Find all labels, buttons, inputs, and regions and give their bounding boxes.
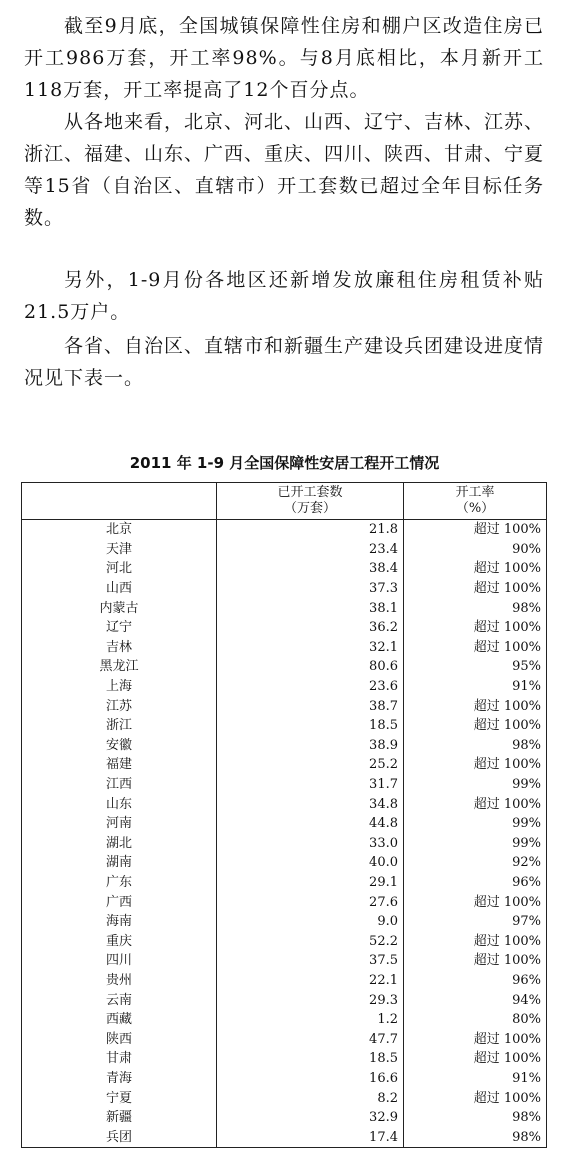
paragraph-regions-exceeding-target: 从各地来看，北京、河北、山西、辽宁、吉林、江苏、浙江、福建、山东、广西、重庆、四川、陕西、甘肃、宁夏等15省（自治区、直辖市）开工套数已超过全年目标任务数。 <box>24 111 545 229</box>
start-rate-cell: 96% <box>404 873 547 893</box>
started-units-cell: 38.1 <box>217 598 404 618</box>
start-rate-cell: 超过 100% <box>404 716 547 736</box>
header-started-units-label: 已开工套数 <box>277 485 343 500</box>
started-units-cell: 17.4 <box>217 1127 404 1147</box>
start-rate-cell: 超过 100% <box>404 794 547 814</box>
start-rate-cell: 95% <box>404 657 547 677</box>
region-cell: 贵州 <box>22 971 217 991</box>
region-cell: 湖北 <box>22 834 217 854</box>
region-cell: 北京 <box>22 520 217 540</box>
started-units-cell: 40.0 <box>217 853 404 873</box>
construction-progress-table <box>21 482 547 1148</box>
region-cell: 陕西 <box>22 1029 217 1049</box>
table-row <box>22 951 547 971</box>
table-row <box>22 892 547 912</box>
table-row <box>22 873 547 893</box>
table-row <box>22 520 547 540</box>
region-cell: 青海 <box>22 1069 217 1089</box>
region-cell: 湖南 <box>22 853 217 873</box>
region-cell: 河南 <box>22 814 217 834</box>
table-row <box>22 971 547 991</box>
start-rate-cell: 超过 100% <box>404 559 547 579</box>
start-rate-cell: 超过 100% <box>404 1049 547 1069</box>
start-rate-cell: 超过 100% <box>404 892 547 912</box>
start-rate-cell: 98% <box>404 1127 547 1147</box>
region-cell: 浙江 <box>22 716 217 736</box>
started-units-cell: 29.3 <box>217 990 404 1010</box>
region-cell: 安徽 <box>22 736 217 756</box>
table-row <box>22 1108 547 1128</box>
region-cell: 江西 <box>22 775 217 795</box>
started-units-cell: 31.7 <box>217 775 404 795</box>
started-units-cell: 32.1 <box>217 638 404 658</box>
region-cell: 江苏 <box>22 696 217 716</box>
region-cell: 河北 <box>22 559 217 579</box>
start-rate-cell: 超过 100% <box>404 1088 547 1108</box>
started-units-cell: 52.2 <box>217 931 404 951</box>
table-row <box>22 1069 547 1089</box>
start-rate-cell: 99% <box>404 834 547 854</box>
started-units-cell: 32.9 <box>217 1108 404 1128</box>
started-units-cell: 21.8 <box>217 520 404 540</box>
table-row <box>22 1088 547 1108</box>
started-units-cell: 18.5 <box>217 1049 404 1069</box>
start-rate-cell: 超过 100% <box>404 1029 547 1049</box>
region-cell: 黑龙江 <box>22 657 217 677</box>
region-cell: 新疆 <box>22 1108 217 1128</box>
start-rate-cell: 91% <box>404 1069 547 1089</box>
table-row <box>22 931 547 951</box>
table-row <box>22 579 547 599</box>
started-units-cell: 22.1 <box>217 971 404 991</box>
start-rate-cell: 超过 100% <box>404 931 547 951</box>
start-rate-cell: 90% <box>404 540 547 560</box>
table-header-row <box>22 483 547 520</box>
started-units-cell: 23.6 <box>217 677 404 697</box>
paragraph-table-reference: 各省、自治区、直辖市和新疆生产建设兵团建设进度情况见下表一。 <box>24 335 545 389</box>
region-cell: 吉林 <box>22 638 217 658</box>
header-start-rate <box>404 483 547 520</box>
table-row <box>22 559 547 579</box>
region-cell: 山西 <box>22 579 217 599</box>
table-row <box>22 794 547 814</box>
start-rate-cell: 超过 100% <box>404 520 547 540</box>
table-row <box>22 1029 547 1049</box>
region-cell: 山东 <box>22 794 217 814</box>
region-cell: 重庆 <box>22 931 217 951</box>
started-units-cell: 47.7 <box>217 1029 404 1049</box>
table-row <box>22 677 547 697</box>
start-rate-cell: 98% <box>404 598 547 618</box>
started-units-cell: 9.0 <box>217 912 404 932</box>
start-rate-cell: 超过 100% <box>404 696 547 716</box>
region-cell: 广东 <box>22 873 217 893</box>
table-row <box>22 618 547 638</box>
table-row <box>22 696 547 716</box>
table-row <box>22 834 547 854</box>
start-rate-cell: 80% <box>404 1010 547 1030</box>
header-region <box>22 483 217 520</box>
region-cell: 内蒙古 <box>22 598 217 618</box>
start-rate-cell: 超过 100% <box>404 755 547 775</box>
start-rate-cell: 超过 100% <box>404 618 547 638</box>
header-start-rate-label: 开工率 <box>455 485 495 500</box>
table-row <box>22 912 547 932</box>
region-cell: 兵团 <box>22 1127 217 1147</box>
table-row <box>22 638 547 658</box>
table-row <box>22 736 547 756</box>
started-units-cell: 33.0 <box>217 834 404 854</box>
table-body <box>22 520 547 1148</box>
started-units-cell: 29.1 <box>217 873 404 893</box>
region-cell: 上海 <box>22 677 217 697</box>
start-rate-cell: 99% <box>404 814 547 834</box>
table-row <box>22 853 547 873</box>
started-units-cell: 80.6 <box>217 657 404 677</box>
header-start-rate-unit: （%） <box>455 501 495 516</box>
started-units-cell: 1.2 <box>217 1010 404 1030</box>
started-units-cell: 34.8 <box>217 794 404 814</box>
paragraph-completion-summary: 截至9月底，全国城镇保障性住房和棚户区改造住房已开工986万套，开工率98%。与8月底相比，本月新开工118万套，开工率提高了12个百分点。 <box>24 15 544 101</box>
started-units-cell: 38.4 <box>217 559 404 579</box>
start-rate-cell: 98% <box>404 736 547 756</box>
started-units-cell: 37.5 <box>217 951 404 971</box>
table-row <box>22 775 547 795</box>
region-cell: 福建 <box>22 755 217 775</box>
header-started-units <box>217 483 404 520</box>
table-row <box>22 1010 547 1030</box>
table-row <box>22 1049 547 1069</box>
start-rate-cell: 98% <box>404 1108 547 1128</box>
started-units-cell: 38.7 <box>217 696 404 716</box>
started-units-cell: 23.4 <box>217 540 404 560</box>
region-cell: 云南 <box>22 990 217 1010</box>
start-rate-cell: 99% <box>404 775 547 795</box>
start-rate-cell: 超过 100% <box>404 638 547 658</box>
started-units-cell: 8.2 <box>217 1088 404 1108</box>
paragraph-rental-subsidy: 另外，1-9月份各地区还新增发放廉租住房租赁补贴21.5万户。 <box>24 269 544 323</box>
start-rate-cell: 97% <box>404 912 547 932</box>
started-units-cell: 16.6 <box>217 1069 404 1089</box>
start-rate-cell: 91% <box>404 677 547 697</box>
table-row <box>22 755 547 775</box>
region-cell: 广西 <box>22 892 217 912</box>
start-rate-cell: 92% <box>404 853 547 873</box>
table-row <box>22 540 547 560</box>
start-rate-cell: 超过 100% <box>404 951 547 971</box>
region-cell: 宁夏 <box>22 1088 217 1108</box>
table-row <box>22 814 547 834</box>
started-units-cell: 38.9 <box>217 736 404 756</box>
region-cell: 四川 <box>22 951 217 971</box>
started-units-cell: 27.6 <box>217 892 404 912</box>
table-title: 2011 年 1-9 月全国保障性安居工程开工情况 <box>129 454 440 472</box>
start-rate-cell: 94% <box>404 990 547 1010</box>
header-started-units-unit: （万套） <box>283 501 336 516</box>
table-row <box>22 598 547 618</box>
region-cell: 海南 <box>22 912 217 932</box>
started-units-cell: 25.2 <box>217 755 404 775</box>
region-cell: 辽宁 <box>22 618 217 638</box>
region-cell: 西藏 <box>22 1010 217 1030</box>
table-row <box>22 657 547 677</box>
start-rate-cell: 超过 100% <box>404 579 547 599</box>
started-units-cell: 36.2 <box>217 618 404 638</box>
started-units-cell: 18.5 <box>217 716 404 736</box>
started-units-cell: 37.3 <box>217 579 404 599</box>
region-cell: 甘肃 <box>22 1049 217 1069</box>
started-units-cell: 44.8 <box>217 814 404 834</box>
table-row <box>22 1127 547 1147</box>
table-row <box>22 990 547 1010</box>
start-rate-cell: 96% <box>404 971 547 991</box>
table-row <box>22 716 547 736</box>
region-cell: 天津 <box>22 540 217 560</box>
